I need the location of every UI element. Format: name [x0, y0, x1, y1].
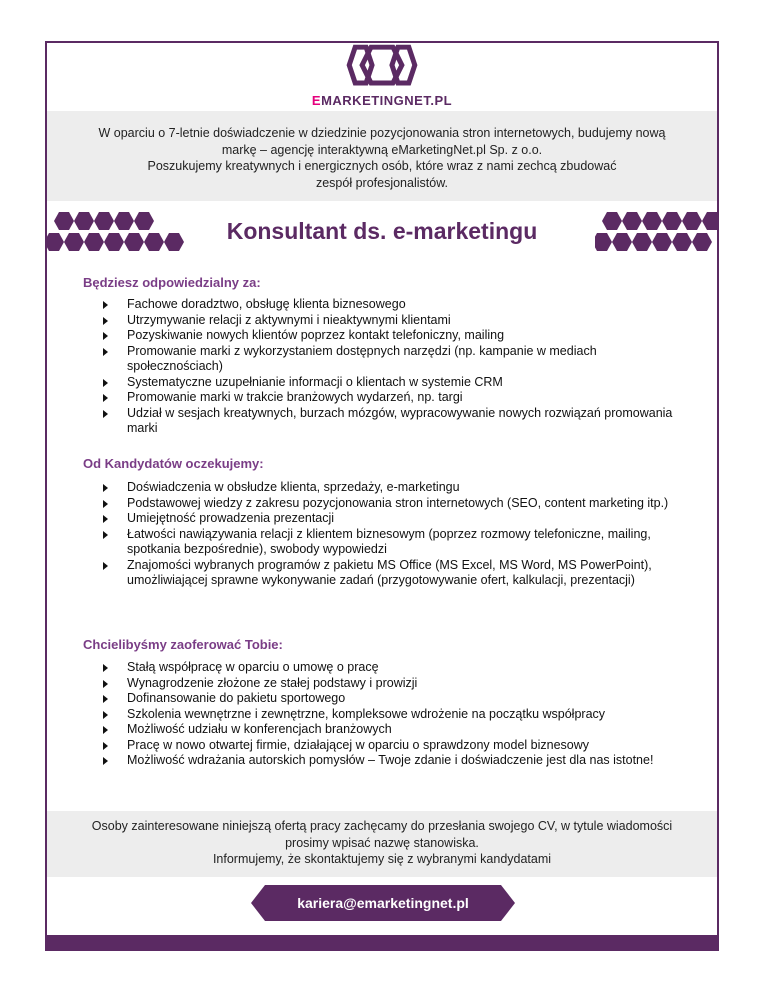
- offer-list: [99, 660, 689, 769]
- list-item: Doświadczenia w obsłudze klienta, sprzedaży, e-marketingu: [99, 480, 689, 496]
- intro-line: zespół profesjonalistów.: [315, 175, 449, 190]
- closing-line: Osoby zainteresowane niniejszą ofertą pracy zachęcamy do przesłania swojego CV, w tytule wiadomości: [91, 819, 673, 833]
- list-item: Łatwości nawiązywania relacji z klientem biznesowym (poprzez rozmowy telefoniczne, mailing, spotkania bezpośrednie), swobody wypowiedzi: [99, 527, 689, 558]
- email-contact-button[interactable]: [251, 885, 515, 921]
- list-item: Znajomości wybranych programów z pakietu MS Office (MS Excel, MS Word, MS PowerPoint), umożliwiającej sprawne wykonywanie zadań (przygotowywanie ofert, kalkulacji, prezentacji): [99, 558, 689, 589]
- bottom-bar: [47, 935, 717, 949]
- intro-line: Poszukujemy kreatywnych i energicznych osób, które wraz z nami zechcą zbudować: [147, 159, 617, 173]
- list-item: Dofinansowanie do pakietu sportowego: [99, 691, 689, 707]
- job-title: Konsultant ds. e-marketingu: [226, 218, 538, 244]
- list-item: Promowanie marki z wykorzystaniem dostępnych narzędzi (np. kampanie w mediach społecznościach): [99, 344, 689, 375]
- list-item: Wynagrodzenie złożone ze stałej podstawy i prowizji: [99, 676, 689, 692]
- list-item: Udział w sesjach kreatywnych, burzach mózgów, wypracowywanie nowych rozwiązań promowania marki: [99, 406, 689, 437]
- list-item: Pracę w nowo otwartej firmie, działającej w oparciu o sprawdzony model biznesowy: [99, 738, 689, 754]
- list-item: Fachowe doradztwo, obsługę klienta biznesowego: [99, 297, 689, 313]
- intro-line: W oparciu o 7-letnie doświadczenie w dziedzinie pozycjonowania stron internetowych, budujemy nową: [98, 126, 666, 140]
- email-address[interactable]: kariera@emarketingnet.pl: [297, 895, 469, 911]
- hexagon-pattern-right-icon: [595, 211, 719, 253]
- section-heading-requirements: Od Kandydatów oczekujemy:: [83, 456, 264, 471]
- title-row: [47, 206, 717, 256]
- list-item: Możliwość udziału w konferencjach branżowych: [99, 722, 689, 738]
- list-item: Możliwość wdrażania autorskich pomysłów – Twoje zdanie i doświadczenie jest dla nas istotne!: [99, 753, 689, 769]
- list-item: Umiejętność prowadzenia prezentacji: [99, 511, 689, 527]
- list-item: Systematyczne uzupełnianie informacji o klientach w systemie CRM: [99, 375, 689, 391]
- list-item: Utrzymywanie relacji z aktywnymi i nieaktywnymi klientami: [99, 313, 689, 329]
- intro-band: [47, 111, 717, 201]
- section-heading-responsibilities: Będziesz odpowiedzialny za:: [83, 275, 261, 290]
- company-logo: [47, 43, 717, 113]
- closing-line: prosimy wpisać nazwę stanowiska.: [285, 835, 479, 850]
- list-item: Podstawowej wiedzy z zakresu pozycjonowania stron internetowych (SEO, content marketing itp.): [99, 496, 689, 512]
- requirements-list: [99, 480, 689, 589]
- list-item: Stałą współpracę w oparciu o umowę o pracę: [99, 660, 689, 676]
- closing-band: [47, 811, 717, 877]
- list-item: Szkolenia wewnętrzne i zewnętrzne, kompleksowe wdrożenie na początku współpracy: [99, 707, 689, 723]
- logo-wordmark: EMARKETINGNET.PL: [311, 93, 453, 108]
- responsibilities-list: [99, 297, 689, 437]
- list-item: Promowanie marki w trakcie branżowych wydarzeń, np. targi: [99, 390, 689, 406]
- closing-line: Informujemy, że skontaktujemy się z wybranymi kandydatami: [212, 852, 552, 866]
- intro-line: markę – agencję interaktywną eMarketingNet.pl Sp. z o.o.: [221, 142, 543, 157]
- section-heading-offer: Chcielibyśmy zaoferować Tobie:: [83, 637, 283, 652]
- job-ad-frame: [45, 41, 719, 951]
- list-item: Pozyskiwanie nowych klientów poprzez kontakt telefoniczny, mailing: [99, 328, 689, 344]
